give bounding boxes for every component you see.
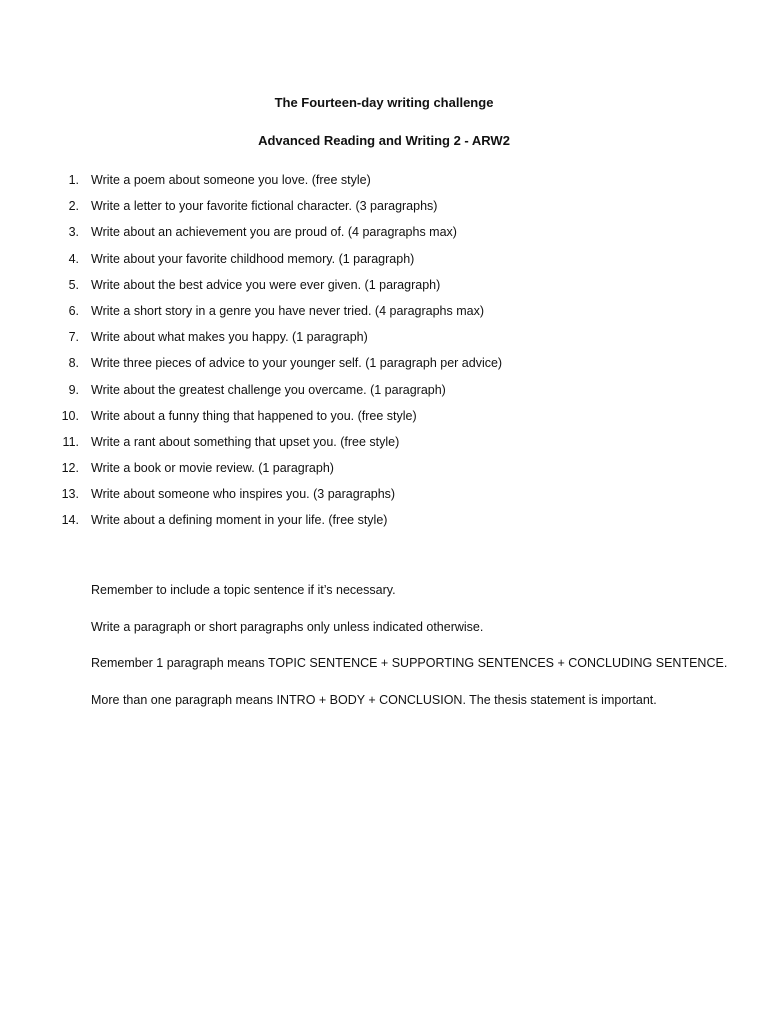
list-text: Write a book or movie review. (1 paragraph): [91, 461, 334, 476]
list-number: 9.: [68, 382, 79, 397]
list-text: Write about the greatest challenge you overcame. (1 paragraph): [91, 382, 446, 397]
list-item: [55, 277, 735, 303]
list-number: 1.: [68, 173, 79, 187]
challenge-list: [55, 172, 735, 539]
list-item: [55, 355, 735, 381]
list-number: 10.: [61, 408, 79, 423]
list-text: Write three pieces of advice to your younger self. (1 paragraph per advice): [91, 356, 503, 371]
list-number: 14.: [61, 513, 79, 528]
list-text: Write about what makes you happy. (1 paragraph): [91, 330, 368, 345]
list-text: Write about a funny thing that happened to you. (free style): [91, 408, 417, 423]
list-item: [55, 251, 735, 277]
list-number: 13.: [61, 487, 79, 502]
list-number: 5.: [68, 277, 79, 292]
list-text: Write a short story in a genre you have never tried. (4 paragraphs max): [91, 303, 485, 318]
list-text: Write a letter to your favorite fictional character. (3 paragraphs): [91, 199, 438, 214]
list-item: [55, 460, 735, 486]
list-number: 7.: [68, 330, 79, 345]
list-text: Write about someone who inspires you. (3 paragraphs): [91, 487, 396, 502]
list-item: [55, 224, 735, 250]
list-item: [55, 434, 735, 460]
list-number: 4.: [68, 251, 79, 266]
note-topic-sentence: Remember to include a topic sentence if it’s necessary.: [91, 583, 396, 597]
list-number: 6.: [68, 303, 79, 318]
list-number: 11.: [62, 434, 79, 449]
notes-section: [91, 582, 741, 728]
list-text: Write a rant about something that upset you. (free style): [91, 434, 400, 449]
document-title: The Fourteen-day writing challenge: [274, 95, 494, 110]
list-text: Write a poem about someone you love. (free style): [91, 173, 371, 187]
list-item: [55, 486, 735, 512]
note-one-paragraph: Remember 1 paragraph means TOPIC SENTENCE + SUPPORTING SENTENCES + CONCLUDING SENTENCE.: [91, 656, 728, 670]
list-item: [55, 329, 735, 355]
list-text: Write about an achievement you are proud of. (4 paragraphs max): [91, 225, 457, 240]
list-text: Write about your favorite childhood memory. (1 paragraph): [91, 251, 415, 266]
note-multi-paragraph: More than one paragraph means INTRO + BODY + CONCLUSION. The thesis statement is important.: [91, 692, 657, 707]
list-item: [55, 172, 735, 198]
note-paragraph-length: Write a paragraph or short paragraphs only unless indicated otherwise.: [91, 619, 484, 634]
list-text: Write about a defining moment in your life. (free style): [91, 513, 388, 528]
list-number: 12.: [61, 461, 79, 476]
document-subtitle: Advanced Reading and Writing 2 - ARW2: [258, 133, 510, 148]
list-number: 3.: [68, 225, 79, 240]
list-item: [55, 303, 735, 329]
list-number: 2.: [68, 199, 79, 214]
list-item: [55, 408, 735, 434]
list-item: [55, 512, 735, 538]
list-text: Write about the best advice you were ever given. (1 paragraph): [91, 277, 441, 292]
list-item: [55, 198, 735, 224]
list-item: [55, 382, 735, 408]
list-number: 8.: [68, 356, 79, 371]
